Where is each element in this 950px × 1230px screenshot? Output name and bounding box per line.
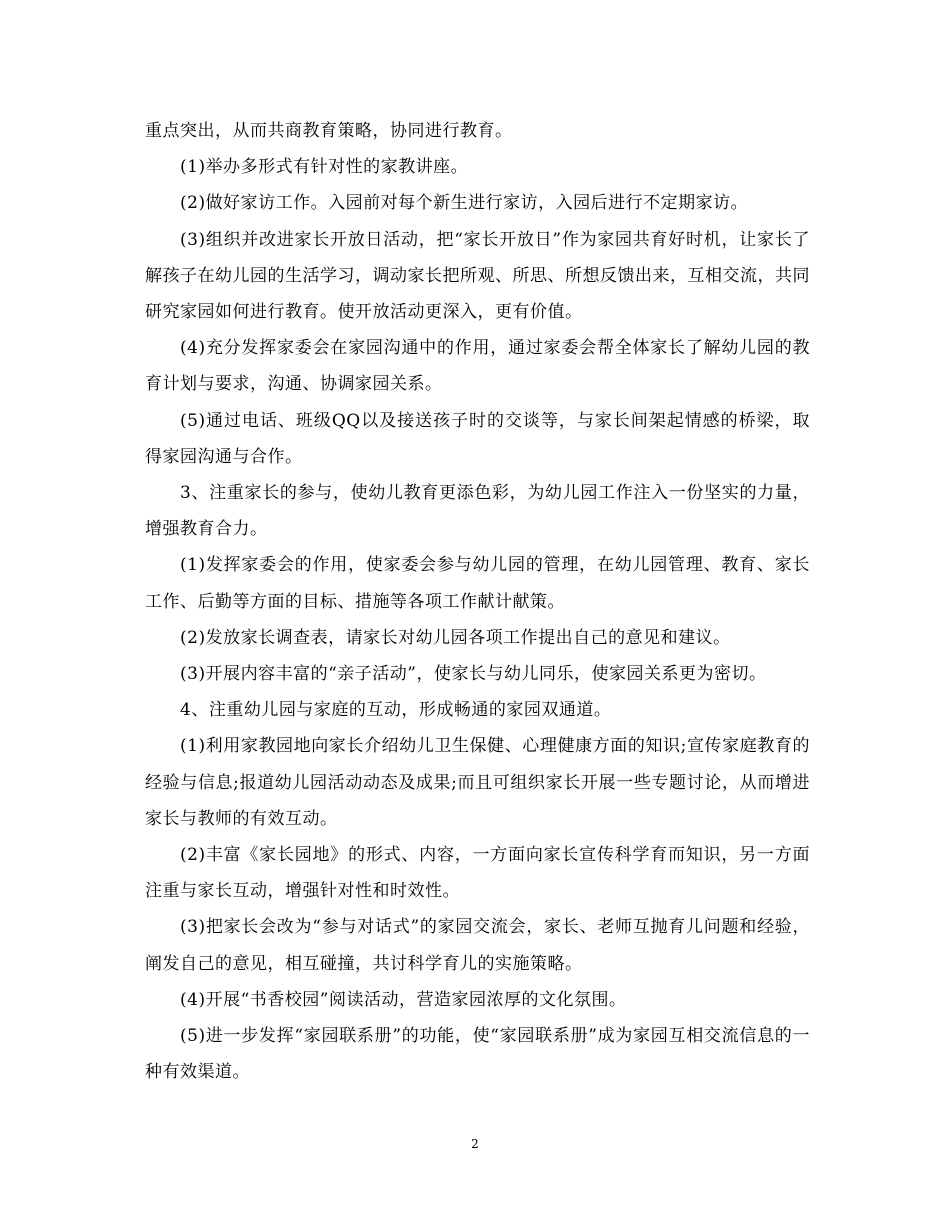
paragraph: (3)组织并改进家长开放日活动，把“家长开放日”作为家园共育好时机，让家长了解孩子在幼儿园的生活学习，调动家长把所观、所思、所想反馈出来，互相交流，共同研究家园如何进行教育。使开放活动更深入，更有价值。 — [145, 229, 810, 323]
paragraph: (1)举办多形式有针对性的家教讲座。 — [180, 157, 469, 178]
paragraph: (2)丰富《家长园地》的形式、内容，一方面向家长宣传科学育而知识，另一方面注重与家长互动，增强针对性和时效性。 — [145, 845, 810, 902]
paragraph: (5)通过电话、班级QQ以及接送孩子时的交谈等，与家长间架起情感的桥梁，取得家园沟通与合作。 — [145, 410, 810, 467]
paragraph: 3、注重家长的参与，使幼儿教育更添色彩，为幼儿园工作注入一份坚实的力量，增强教育合力。 — [145, 483, 810, 540]
paragraph: (5)进一步发挥“家园联系册”的功能，使“家园联系册”成为家园互相交流信息的一种有效渠道。 — [145, 1026, 810, 1083]
paragraph: (1)利用家教园地向家长介绍幼儿卫生保健、心理健康方面的知识;宣传家庭教育的经验与信息;报道幼儿园活动动态及成果;而且可组织家长开展一些专题讨论，从而增进家长与教师的有效互动。 — [145, 736, 810, 829]
paragraph: 4、注重幼儿园与家庭的互动，形成畅通的家园双通道。 — [180, 700, 612, 721]
paragraph: (3)把家长会改为“参与对话式”的家园交流会，家长、老师互抛育儿问题和经验，阐发自己的意见，相互碰撞，共讨科学育儿的实施策略。 — [145, 917, 810, 974]
paragraph: (2)做好家访工作。入园前对每个新生进行家访，入园后进行不定期家访。 — [180, 193, 749, 214]
paragraph: (4)开展“书香校园”阅读活动，营造家园浓厚的文化氛围。 — [180, 989, 627, 1010]
paragraph: (3)开展内容丰富的“亲子活动”，使家长与幼儿同乐，使家园关系更为密切。 — [180, 664, 767, 685]
body-text — [145, 113, 810, 1090]
paragraph: (2)发放家长调查表，请家长对幼儿园各项工作提出自己的意见和建议。 — [180, 627, 731, 648]
paragraph: (4)充分发挥家委会在家园沟通中的作用，通过家委会帮全体家长了解幼儿园的教育计划与要求，沟通、协调家园关系。 — [145, 338, 810, 395]
paragraph: (1)发挥家委会的作用，使家委会参与幼儿园的管理，在幼儿园管理、教育、家长工作、后勤等方面的目标、措施等各项工作献计献策。 — [145, 555, 810, 612]
page-number: 2 — [471, 1137, 479, 1151]
paragraph: 重点突出，从而共商教育策略，协同进行教育。 — [145, 121, 513, 141]
